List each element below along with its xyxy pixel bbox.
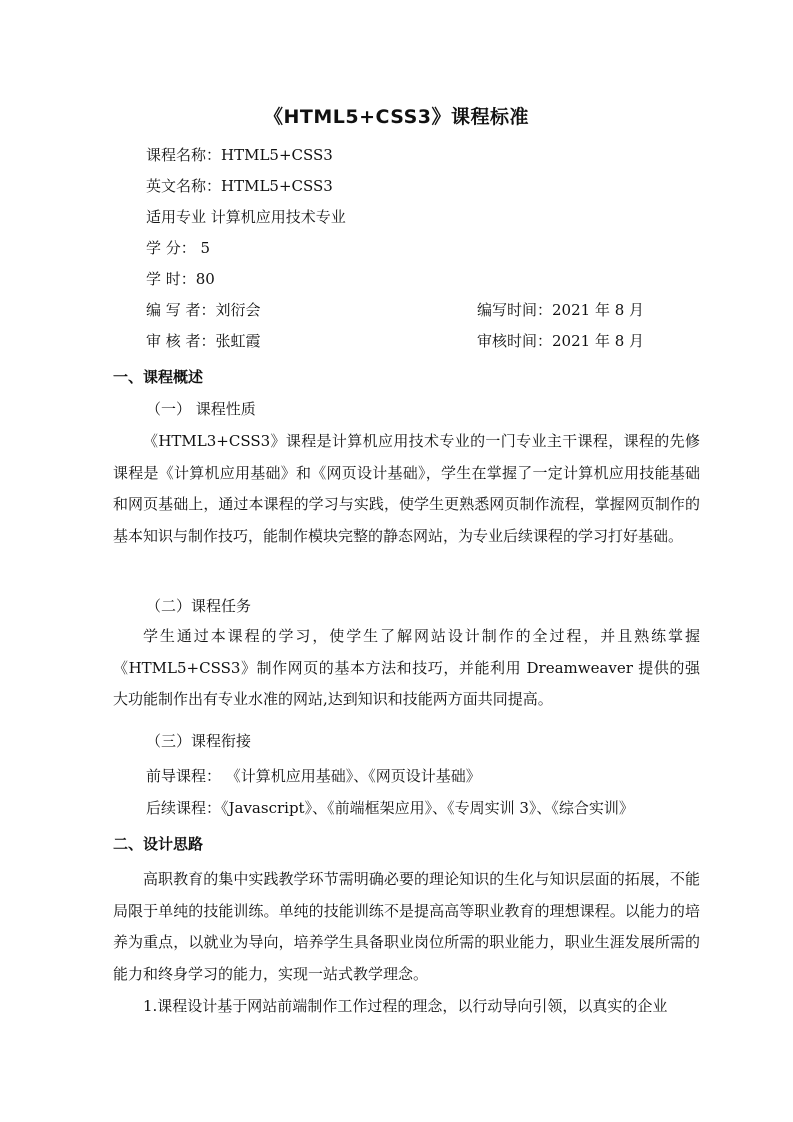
applicable-major: 适用专业 计算机应用技术专业 [146,208,346,226]
course-nature-paragraph: 《HTML3+CSS3》课程是计算机应用技术专业的一门专业主干课程，课程的先修课程是《计算机应用基础》和《网页设计基础》，学生在掌握了一定计算机应用技能基础和网页基础上，通过本课程的学习与实践，使学生更熟悉网页制作流程，掌握网页制作的基本知识与制作技巧，能制作模块完整的静态网站，为专业后续课程的学习打好基础。 [113,432,700,545]
course-task-paragraph: 学生通过本课程的学习，使学生了解网站设计制作的全过程，并且熟练掌握《HTML5+CSS3》制作网页的基本方法和技巧，并能利用 Dreamweaver 提供的强大功能制作出有专业水准的网站,达到知识和技能两方面共同提高。 [113,627,700,709]
reviewer: 审 核 者：张虹霞 [146,332,261,350]
english-name: 英文名称：HTML5+CSS3 [146,177,333,195]
course-name: 课程名称：HTML5+CSS3 [146,146,333,164]
followup-courses: 后续课程：《Javascript》、《前端框架应用》、《专周实训 3》、《综合实训》 [146,799,634,817]
subsection-nature-heading: （一） 课程性质 [146,400,256,418]
author-date: 编写时间：2021 年 8 月 [477,301,645,319]
subsection-task-heading: （二）课程任务 [146,597,252,615]
design-paragraph-1: 高职教育的集中实践教学环节需明确必要的理论知识的生化与知识层面的拓展，不能局限于单纯的技能训练。单纯的技能训练不是提高高等职业教育的理想课程。以能力的培养为重点，以就业为导向，培养学生具备职业岗位所需的职业能力，职业生涯发展所需的能力和终身学习的能力，实现一站式教学理念。 [113,870,700,983]
section-1-heading: 一、课程概述 [113,368,204,386]
reviewer-date: 审核时间：2021 年 8 月 [477,332,645,350]
document-title: 《HTML5+CSS3》课程标准 [263,106,530,128]
author: 编 写 者：刘衍会 [146,301,261,319]
subsection-link-heading: （三）课程衔接 [146,732,252,750]
section-2-heading: 二、设计思路 [113,835,204,853]
prerequisite-courses: 前导课程： 《计算机应用基础》、《网页设计基础》 [146,767,481,785]
design-paragraph-2: 1.课程设计基于网站前端制作工作过程的理念，以行动导向引领，以真实的企业 [143,997,668,1015]
credits: 学 分： 5 [146,239,211,257]
hours: 学 时：80 [146,270,215,288]
